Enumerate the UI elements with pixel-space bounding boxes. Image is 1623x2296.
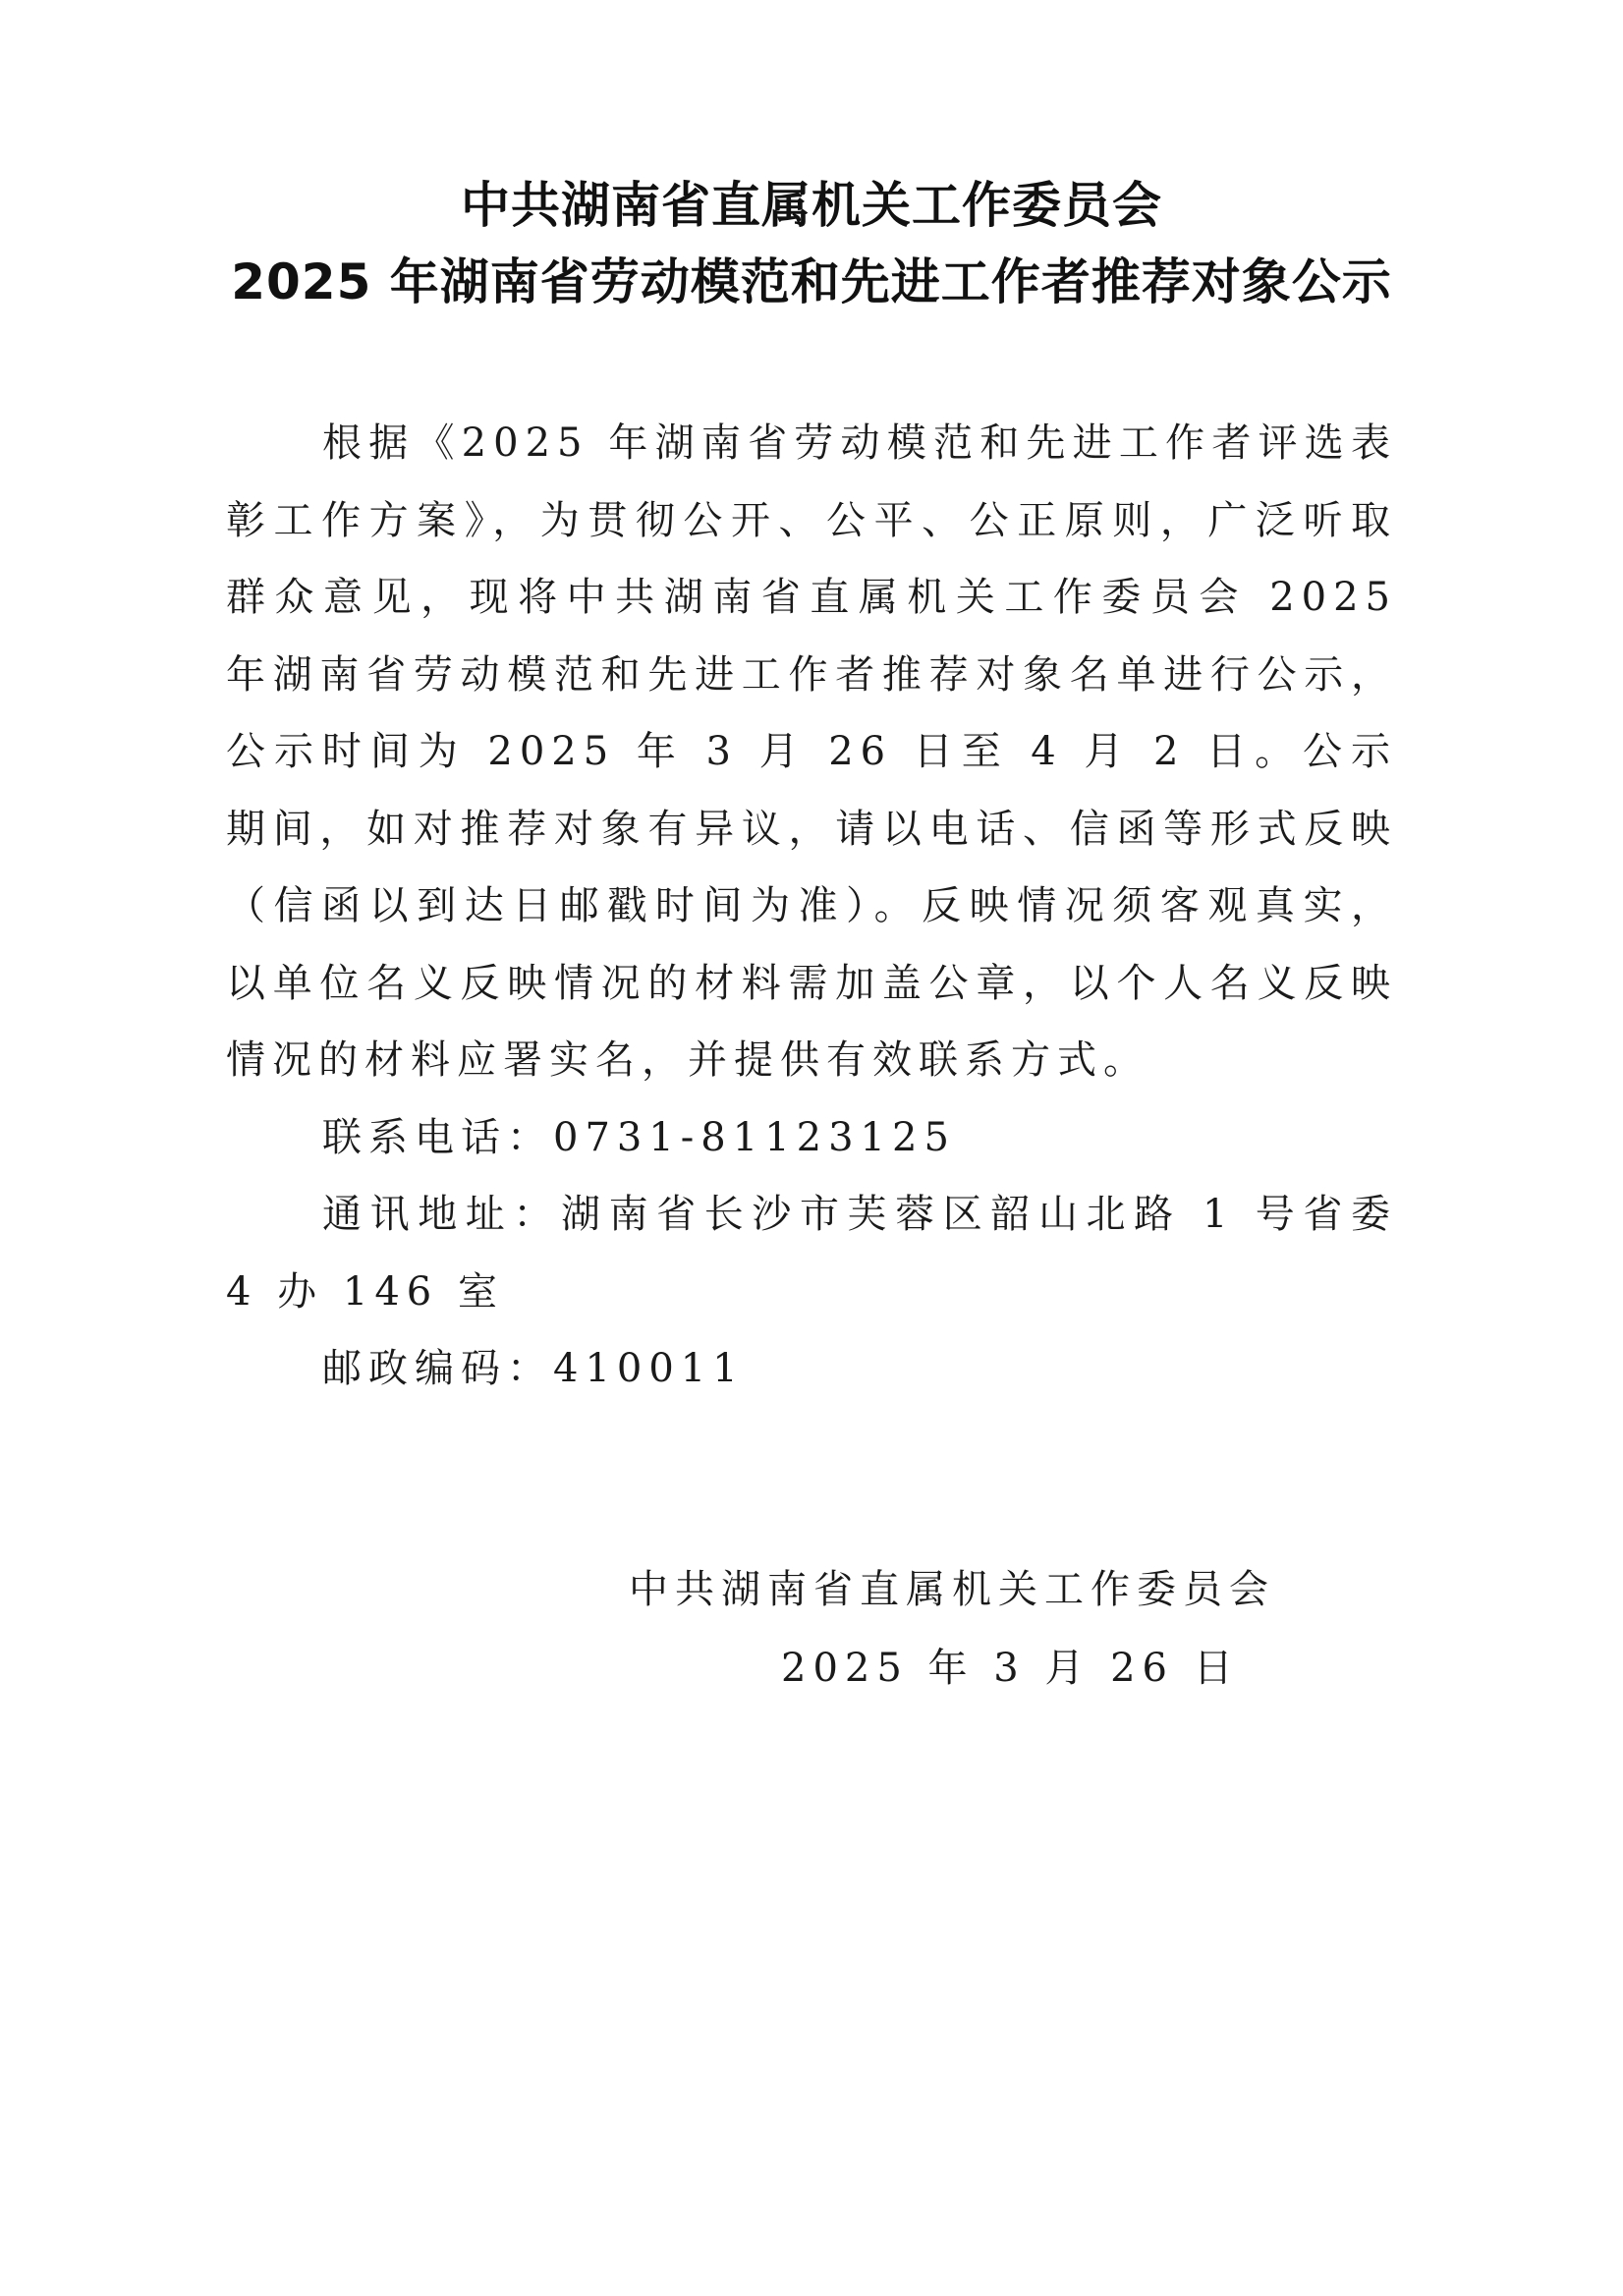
signature-organization: 中共湖南省直属机关工作委员会 [629,1567,1275,1612]
contact-postcode: 邮政编码：410011 [322,1346,745,1391]
signature-date: 2025 年 3 月 26 日 [781,1646,1240,1691]
signature-block [629,1550,1336,1708]
document-body [226,405,1397,1408]
title-line-1: 中共湖南省直属机关工作委员会 [461,177,1162,234]
contact-phone: 联系电话：0731-81123125 [322,1114,956,1160]
contact-address: 通讯地址：湖南省长沙市芙蓉区韶山北路 1 号省委 4 办 146 室 [226,1192,1397,1315]
announcement-paragraph: 根据《2025 年湖南省劳动模范和先进工作者评选表彰工作方案》，为贯彻公开、公平、公正原则，广泛听取群众意见，现将中共湖南省直属机关工作委员会 2025 年湖南省劳动模范和先进工作者推荐对象名单进行公示，公示时间为 2025 年 3 月 26 日至 4 月 2 日。公示期间，如对推荐对象有异议，请以电话、信函等形式反映（信函以到达日邮戳时间为准）。反映情况须客观真实，以单位名义反映情况的材料需加盖公章，以个人名义反映情况的材料应署实名，并提供有效联系方式。 [226,420,1397,1083]
document-title [0,167,1623,320]
title-line-2: 2025 年湖南省劳动模范和先进工作者推荐对象公示 [231,253,1392,310]
